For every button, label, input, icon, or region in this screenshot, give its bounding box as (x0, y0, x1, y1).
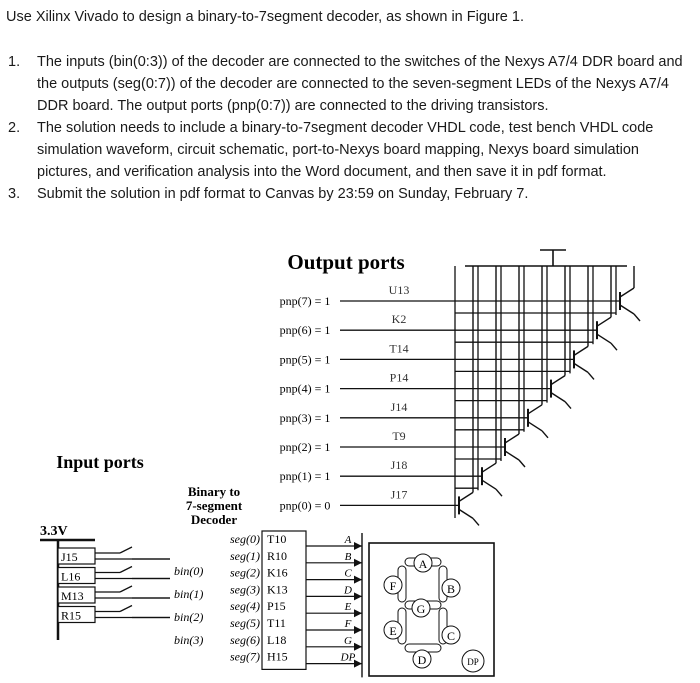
pnp-rows (280, 283, 620, 512)
pnp-label: pnp(4) = 1 (279, 381, 331, 396)
pnp-pin-label: J14 (390, 399, 408, 414)
segment-g-label: G (416, 602, 426, 616)
switch-pin-label: L16 (61, 569, 81, 584)
transistor-emitter (482, 463, 496, 472)
instruction-list (0, 51, 690, 205)
seg-pin-label: H15 (267, 649, 288, 664)
pnp-label: pnp(0) = 0 (279, 498, 331, 513)
transistor-output (496, 489, 502, 496)
transistor-collector (505, 451, 519, 460)
seg-letter: D (344, 584, 352, 597)
segment-dp-label: DP (467, 657, 479, 667)
intro-text: Use Xilinx Vivado to design a binary-to-7segment decoder, as shown in Figure 1. (6, 9, 524, 25)
item-text: Submit the solution in pdf format to Canvas by 23:59 on Sunday, February 7. (37, 186, 529, 202)
item-number: 2. (8, 120, 21, 136)
pnp-pin-label: K2 (391, 312, 407, 327)
transistor-output (473, 518, 479, 525)
seg-arrow (354, 576, 362, 584)
seg-pin-label: L18 (267, 632, 287, 647)
instruction-item (0, 117, 690, 183)
seg-arrow (354, 592, 362, 600)
seg-letter: E (344, 601, 352, 614)
switch-blade (120, 567, 132, 573)
transistor-emitter (505, 434, 519, 443)
seven-segment-display (369, 543, 494, 676)
transistor-emitter (574, 346, 588, 355)
pnp-pin-label: T14 (389, 341, 409, 356)
instruction-item (0, 183, 690, 205)
item-number: 1. (8, 54, 21, 70)
bin-label: bin(3) (174, 633, 204, 647)
seg-label: seg(3) (230, 582, 260, 597)
segment-d-label: D (417, 653, 427, 667)
bin-label: bin(1) (174, 587, 204, 601)
transistor-collector (597, 334, 611, 343)
item-number: 3. (8, 186, 21, 202)
transistor-output (519, 460, 525, 467)
seg-pin-label: K13 (267, 582, 288, 597)
seg-label: seg(7) (230, 649, 260, 664)
seg-pin-label: P15 (267, 599, 286, 614)
seg-label: seg(4) (230, 599, 260, 614)
pnp-label: pnp(6) = 1 (279, 323, 331, 338)
decoder-label (186, 484, 243, 527)
seg-label: seg(1) (230, 548, 260, 563)
transistor-collector (482, 480, 496, 489)
segment-c-label: C (446, 629, 456, 643)
pnp-label: pnp(7) = 1 (279, 294, 331, 308)
seg-label: seg(6) (230, 632, 260, 647)
transistor-output (634, 314, 640, 321)
bin-label: bin(0) (174, 564, 204, 578)
bin-label: bin(2) (174, 610, 204, 624)
transistor-output (565, 402, 571, 409)
pnp-pin-label: T9 (392, 429, 406, 443)
seg-letter: F (344, 618, 352, 630)
seg-arrow (354, 609, 362, 617)
pnp-label: pnp(3) = 1 (279, 410, 331, 425)
segment-e-label: E (389, 624, 397, 638)
seg-label: seg(2) (230, 565, 260, 580)
seg-arrow (354, 626, 362, 634)
segment-a-label: A (418, 557, 428, 571)
transistor-output (588, 372, 594, 379)
transistor-emitter (620, 288, 634, 297)
transistor-output (542, 431, 548, 438)
seg-letter: G (344, 634, 352, 647)
seg-pin-label: K16 (267, 565, 288, 580)
pnp-label: pnp(2) = 1 (279, 440, 331, 454)
transistor-collector (620, 305, 634, 314)
seg-letter: A (344, 534, 352, 546)
decoder-label-line: Binary to (187, 484, 241, 499)
seg-arrow (354, 542, 362, 550)
voltage-label: 3.3V (40, 524, 68, 539)
pnp-label: pnp(5) = 1 (279, 352, 331, 367)
seg-label: seg(0) (230, 532, 260, 546)
transistor-array (455, 250, 640, 525)
switch-group (58, 547, 203, 647)
seg-letter: C (344, 567, 352, 580)
seg-label: seg(5) (230, 616, 260, 630)
seg-pin-label: T10 (267, 532, 287, 546)
switch-blade (120, 586, 132, 592)
transistor-emitter (551, 376, 565, 385)
switch-pin-label: R15 (61, 608, 82, 623)
pnp-pin-label: P14 (389, 370, 409, 385)
transistor-emitter (459, 492, 473, 501)
transistor-emitter (528, 405, 542, 414)
pnp-pin-label: J18 (390, 458, 408, 473)
seg-letter: B (344, 550, 352, 563)
transistor-collector (459, 509, 473, 518)
transistor-output (611, 343, 617, 350)
switch-blade (120, 547, 132, 553)
pnp-pin-label: U13 (388, 283, 410, 297)
transistor-collector (551, 393, 565, 402)
seg-rows (230, 531, 362, 677)
item-text: The inputs (bin(0:3)) of the decoder are connected to the switches of the Nexys A7/4 DDR board and the outputs (seg(0:7)) of the decoder are connected to the seven-segment LEDs of the Nexys A7/4 DDR board. The output ports (pnp(0:7)) are connected to the driving transistors. (37, 54, 683, 114)
seg-arrow (354, 559, 362, 567)
transistor-collector (574, 363, 588, 372)
item-text: The solution needs to include a binary-to-7segment decoder VHDL code, test bench VHDL code simulation waveform, circuit schematic, port-to-Nexys board mapping, Nexys board simulation pictures, and verification analysis into the Word document, and then save it in pdf format. (37, 120, 654, 180)
switch-pin-label: M13 (61, 589, 84, 603)
transistor-collector (528, 422, 542, 431)
segment-f-label: F (389, 579, 397, 593)
decoder-label-line: Decoder (190, 512, 238, 527)
switch-pin-label: J15 (61, 550, 78, 564)
seg-letter: DP (340, 651, 356, 664)
pnp-label: pnp(1) = 1 (279, 469, 331, 484)
instruction-item (0, 51, 690, 117)
decoder-label-line: 7-segment (185, 498, 243, 513)
switch-blade (120, 606, 132, 612)
decoder-figure (0, 238, 700, 683)
seg-pin-label: R10 (267, 548, 288, 563)
seg-pin-label: T11 (267, 616, 286, 630)
output-ports-title: Output ports (287, 250, 405, 274)
pnp-pin-label: J17 (390, 487, 408, 502)
input-ports-title: Input ports (56, 452, 144, 472)
seg-arrow (354, 643, 362, 651)
transistor-emitter (597, 317, 611, 326)
segment-b-label: B (446, 582, 456, 596)
